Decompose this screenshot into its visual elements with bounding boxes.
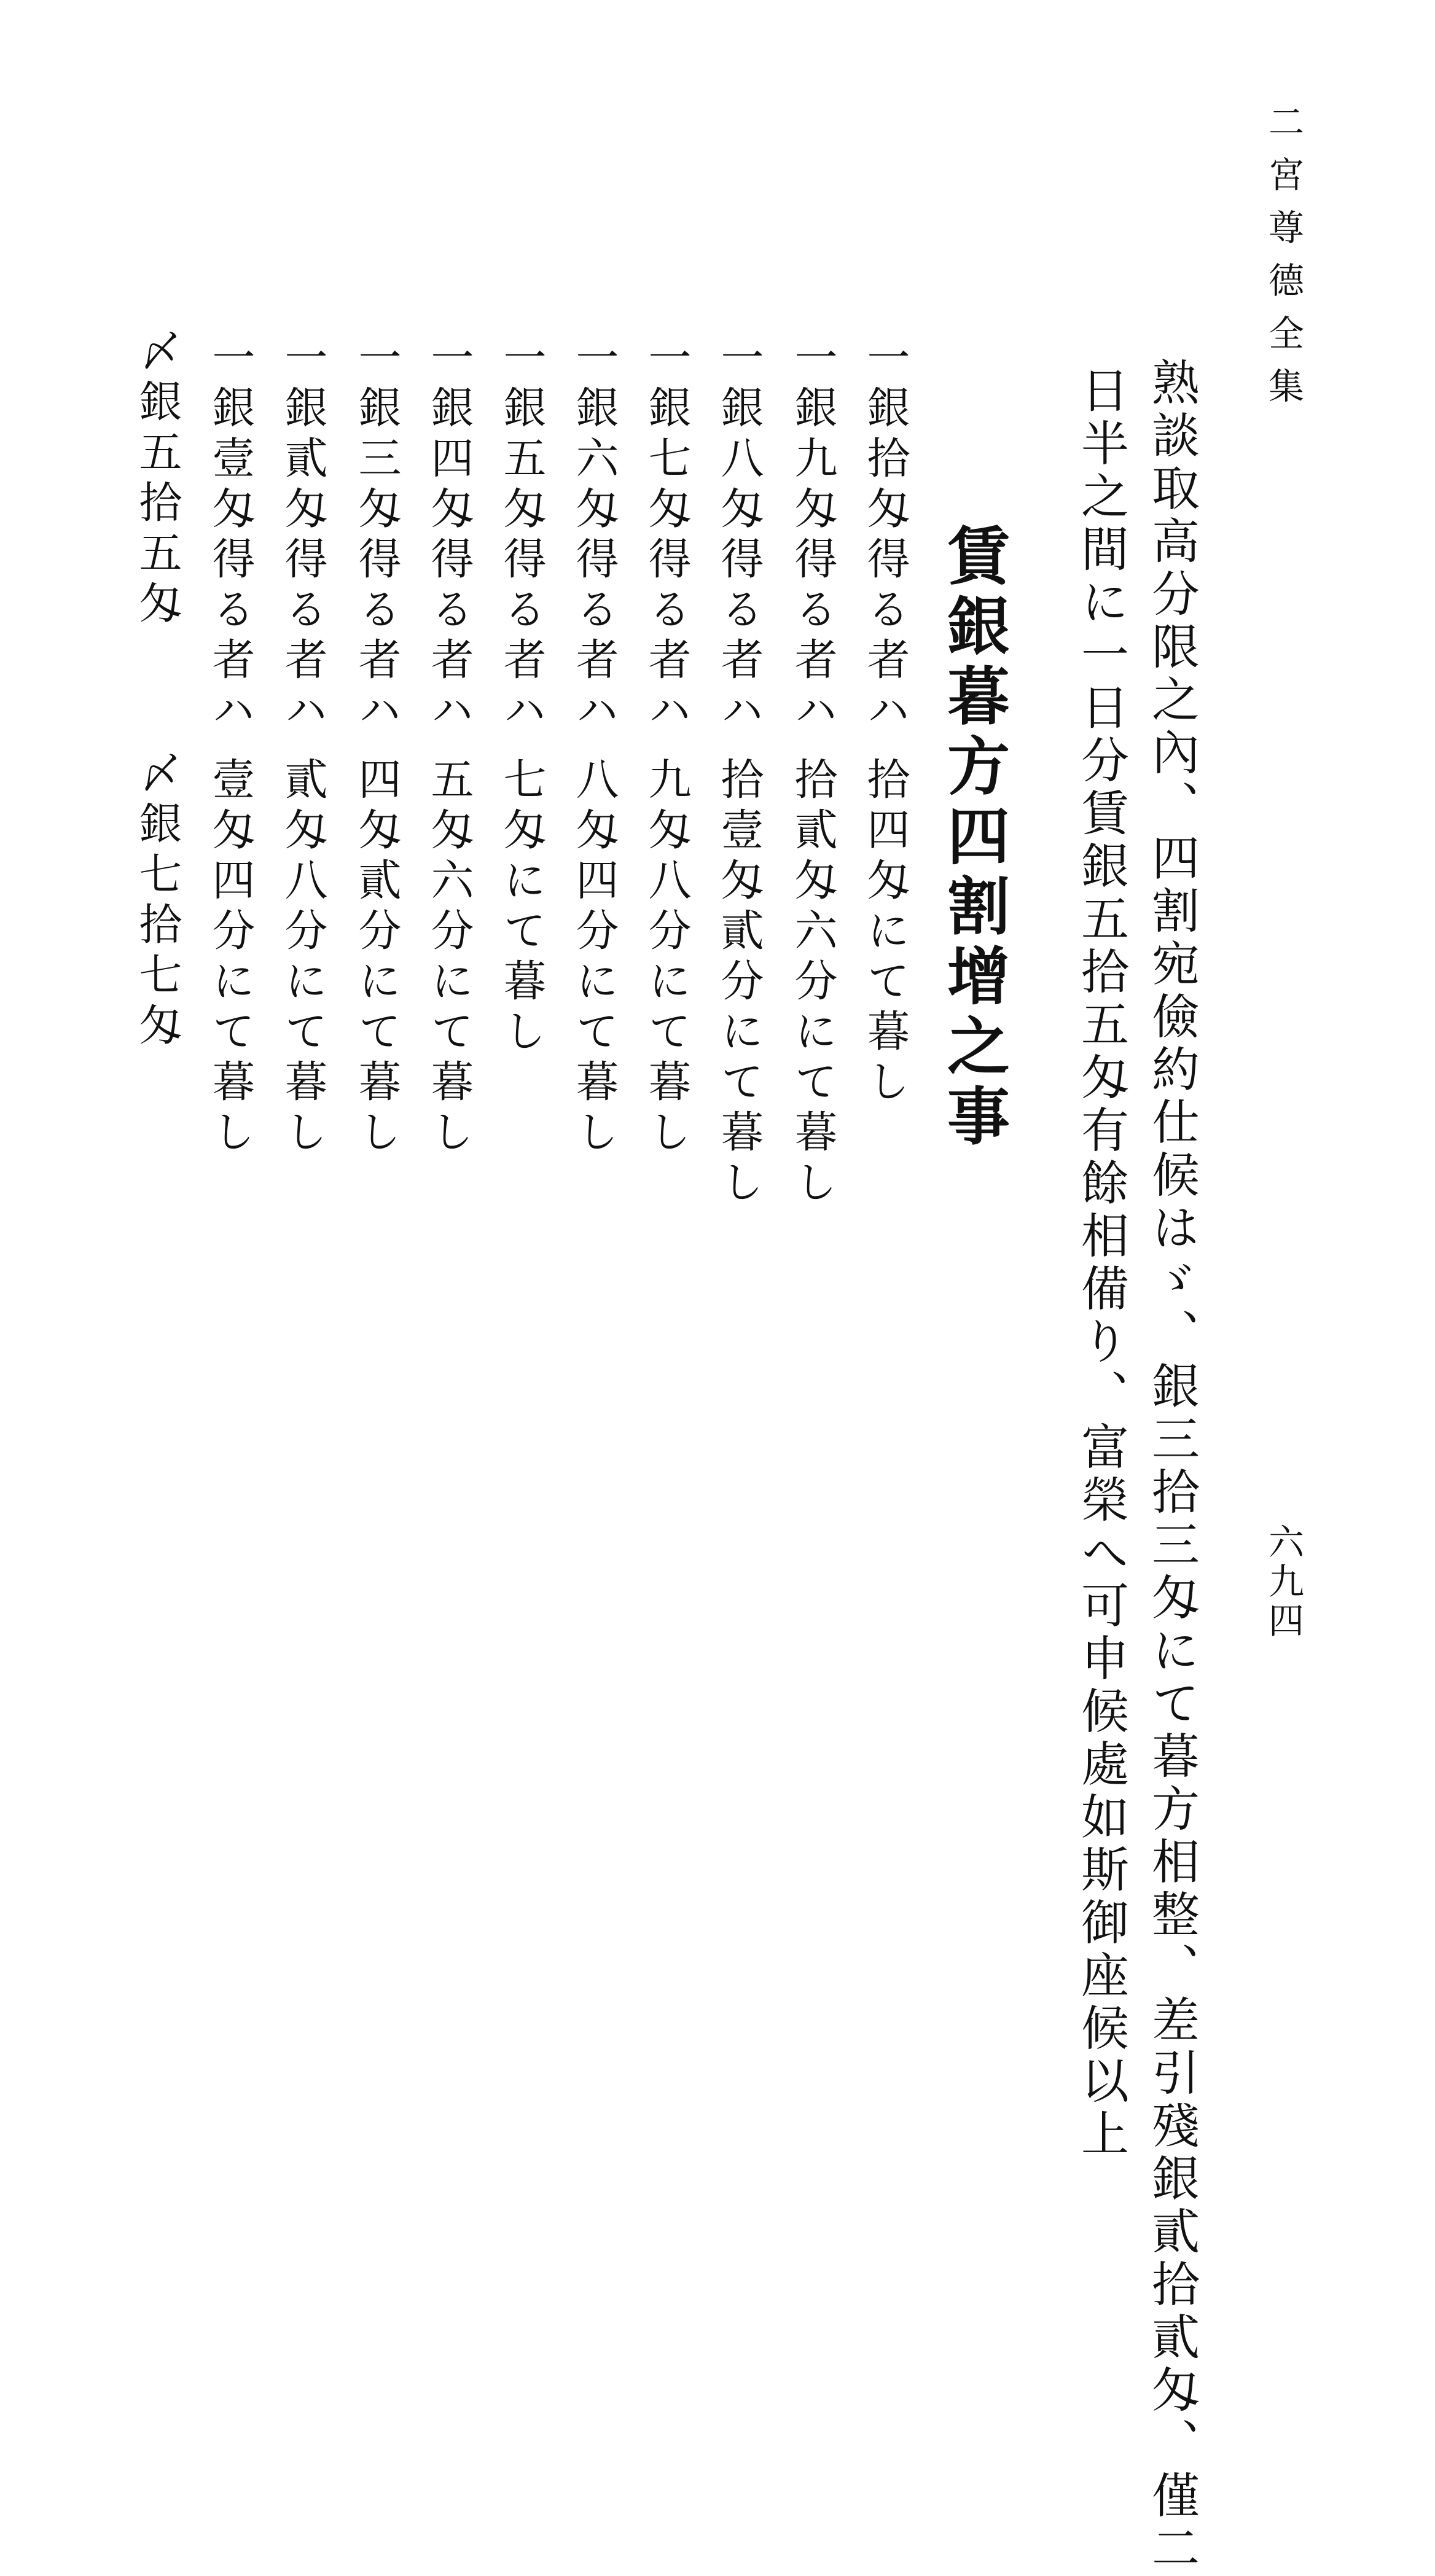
row-label: 一銀五匁得る者ハ bbox=[496, 335, 547, 738]
row-value: 八匁四分にて暮し bbox=[569, 757, 619, 1160]
row-label: 一銀壹匁得る者ハ bbox=[205, 335, 256, 738]
row-label: 一銀四匁得る者ハ bbox=[424, 335, 474, 738]
paragraph-line-1: 熟談取高分限之內、四割宛儉約仕候はゞ、銀三拾三匁にて暮方相整、差引殘銀貳拾貳匁、僅二 bbox=[1144, 357, 1199, 2576]
row-label: 一銀七匁得る者ハ bbox=[641, 335, 692, 738]
row-label: 一銀貳匁得る者ハ bbox=[278, 335, 328, 738]
row-value: 貳匁八分にて暮し bbox=[278, 757, 328, 1160]
total-label: 〆銀五拾五匁 bbox=[132, 329, 182, 631]
row-label: 一銀六匁得る者ハ bbox=[569, 335, 619, 738]
row-value: 壹匁四分にて暮し bbox=[205, 757, 256, 1160]
row-label: 一銀八匁得る者ハ bbox=[714, 335, 764, 738]
paragraph-line-2: 日半之間に一日分賃銀五拾五匁有餘相備り、富榮へ可申候處如斯御座候以上 bbox=[1073, 365, 1128, 2161]
row-value: 拾貳匁六分にて暮し bbox=[788, 757, 838, 1210]
row-value: 七匁にて暮し bbox=[496, 757, 547, 1059]
page-number: 六九四 bbox=[1262, 1523, 1304, 1641]
total-value: 〆銀七拾七匁 bbox=[132, 751, 182, 1053]
row-value: 五匁六分にて暮し bbox=[424, 757, 474, 1160]
row-value: 拾四匁にて暮し bbox=[860, 757, 910, 1109]
row-value: 四匁貳分にて暮し bbox=[351, 757, 402, 1160]
row-value: 拾壹匁貳分にて暮し bbox=[714, 757, 764, 1210]
section-title: 賃銀暮方四割增之事 bbox=[937, 523, 1011, 1153]
book-title-header: 二宮尊德全集 bbox=[1262, 103, 1304, 420]
row-label: 一銀拾匁得る者ハ bbox=[860, 335, 910, 738]
row-label: 一銀九匁得る者ハ bbox=[788, 335, 838, 738]
row-value: 九匁八分にて暮し bbox=[641, 757, 692, 1160]
row-label: 一銀三匁得る者ハ bbox=[351, 335, 402, 738]
